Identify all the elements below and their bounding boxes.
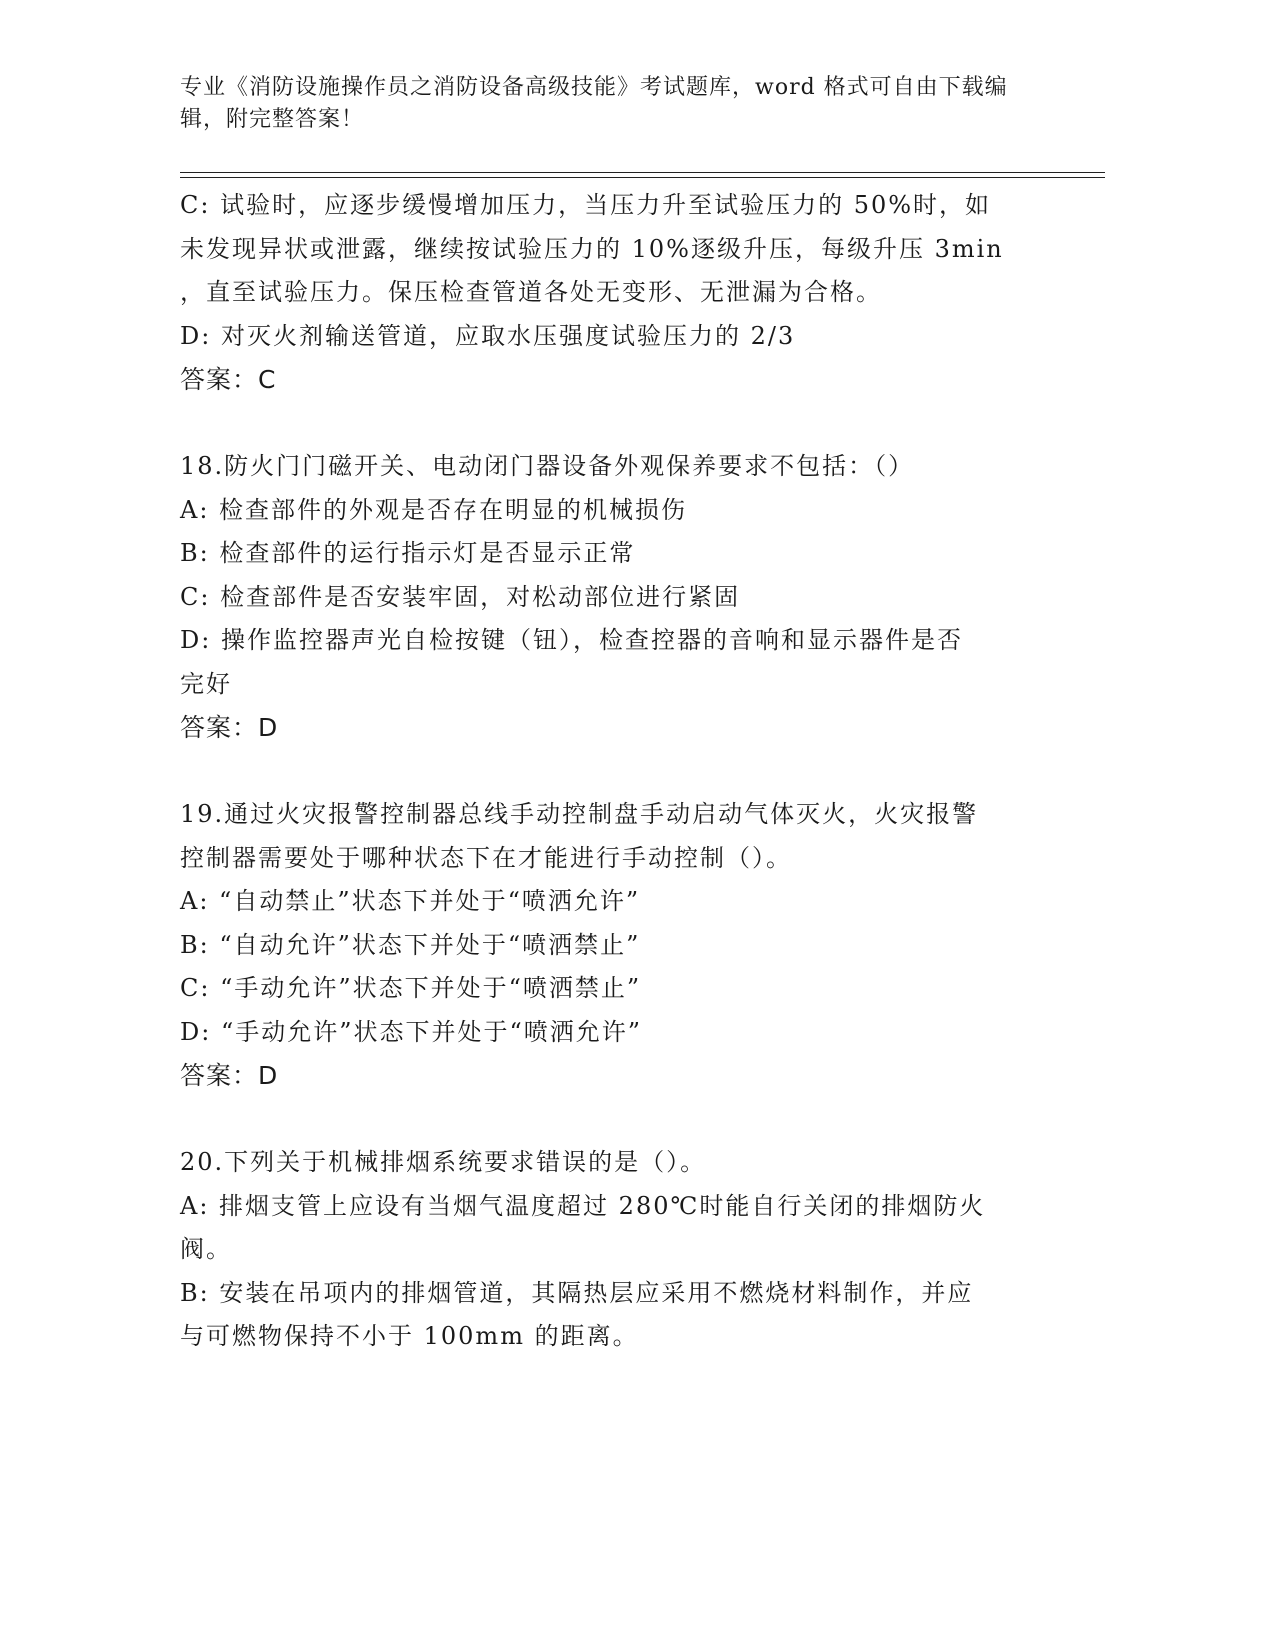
q17-answer: 答案：C: [180, 365, 277, 394]
q17-option-c-line-2: 未发现异状或泄露，继续按试验压力的 10%逐级升压，每级升压 3min: [180, 234, 1004, 263]
q18-answer: 答案：D: [180, 713, 279, 742]
q19-option-c: C: “手动允许”状态下并处于“喷洒禁止”: [180, 974, 642, 1002]
q19-option-a: A: “自动禁止”状态下并处于“喷洒允许”: [180, 887, 641, 915]
header-line-1: 专业《消防设施操作员之消防设备高级技能》考试题库，word 格式可自由下载编: [180, 75, 1008, 100]
q19-option-d: D: “手动允许”状态下并处于“喷洒允许”: [180, 1017, 643, 1046]
q18-option-d-line-2: 完好: [180, 669, 232, 698]
question-18: [180, 445, 1060, 750]
q18-option-d-line-1: D: 操作监控器声光自检按键（钮），检查控器的音响和显示器件是否: [180, 626, 963, 654]
q19-option-b: B: “自动允许”状态下并处于“喷洒禁止”: [180, 930, 641, 959]
q19-stem-line-2: 控制器需要处于哪种状态下在才能进行手动控制（）。: [180, 843, 792, 872]
q18-stem: 18.防火门门磁开关、电动闭门器设备外观保养要求不包括：（）: [180, 452, 915, 480]
q19-stem-line-1: 19.通过火灾报警控制器总线手动控制盘手动启动气体灭火，火灾报警: [180, 800, 979, 828]
q17-option-d: D: 对灭火剂输送管道，应取水压强度试验压力的 2/3: [180, 321, 796, 350]
q20-option-b-line-1: B: 安装在吊项内的排烟管道，其隔热层应采用不燃烧材料制作，并应: [180, 1278, 974, 1307]
spacer: [180, 1098, 1060, 1142]
question-19: [180, 793, 1060, 1098]
q20-option-b-line-2: 与可燃物保持不小于 100mm 的距离。: [180, 1322, 639, 1350]
spacer: [180, 402, 1060, 446]
question-20: [180, 1141, 1060, 1359]
q20-option-a-line-1: A: 排烟支管上应设有当烟气温度超过 280℃时能自行关闭的排烟防火: [180, 1191, 986, 1220]
question-body: [180, 184, 1060, 1359]
q18-option-a: A: 检查部件的外观是否存在明显的机械损伤: [180, 495, 688, 524]
header-line-2: 辑，附完整答案！: [180, 107, 365, 132]
q17-option-c-line-3: ，直至试验压力。保压检查管道各处无变形、无泄漏为合格。: [180, 278, 882, 306]
q20-option-a-line-2: 阀。: [180, 1235, 232, 1263]
q18-option-b: B: 检查部件的运行指示灯是否显示正常: [180, 539, 636, 567]
spacer: [180, 750, 1060, 794]
q18-option-c: C: 检查部件是否安装牢固，对松动部位进行紧固: [180, 582, 741, 611]
q20-stem: 20.下列关于机械排烟系统要求错误的是（）。: [180, 1148, 707, 1176]
page-header: [180, 72, 1040, 136]
question-17: [180, 184, 1060, 402]
q17-option-c-line-1: C: 试验时，应逐步缓慢增加压力，当压力升至试验压力的 50%时，如: [180, 191, 992, 219]
q19-answer: 答案：D: [180, 1061, 279, 1090]
header-divider: [180, 172, 1105, 178]
